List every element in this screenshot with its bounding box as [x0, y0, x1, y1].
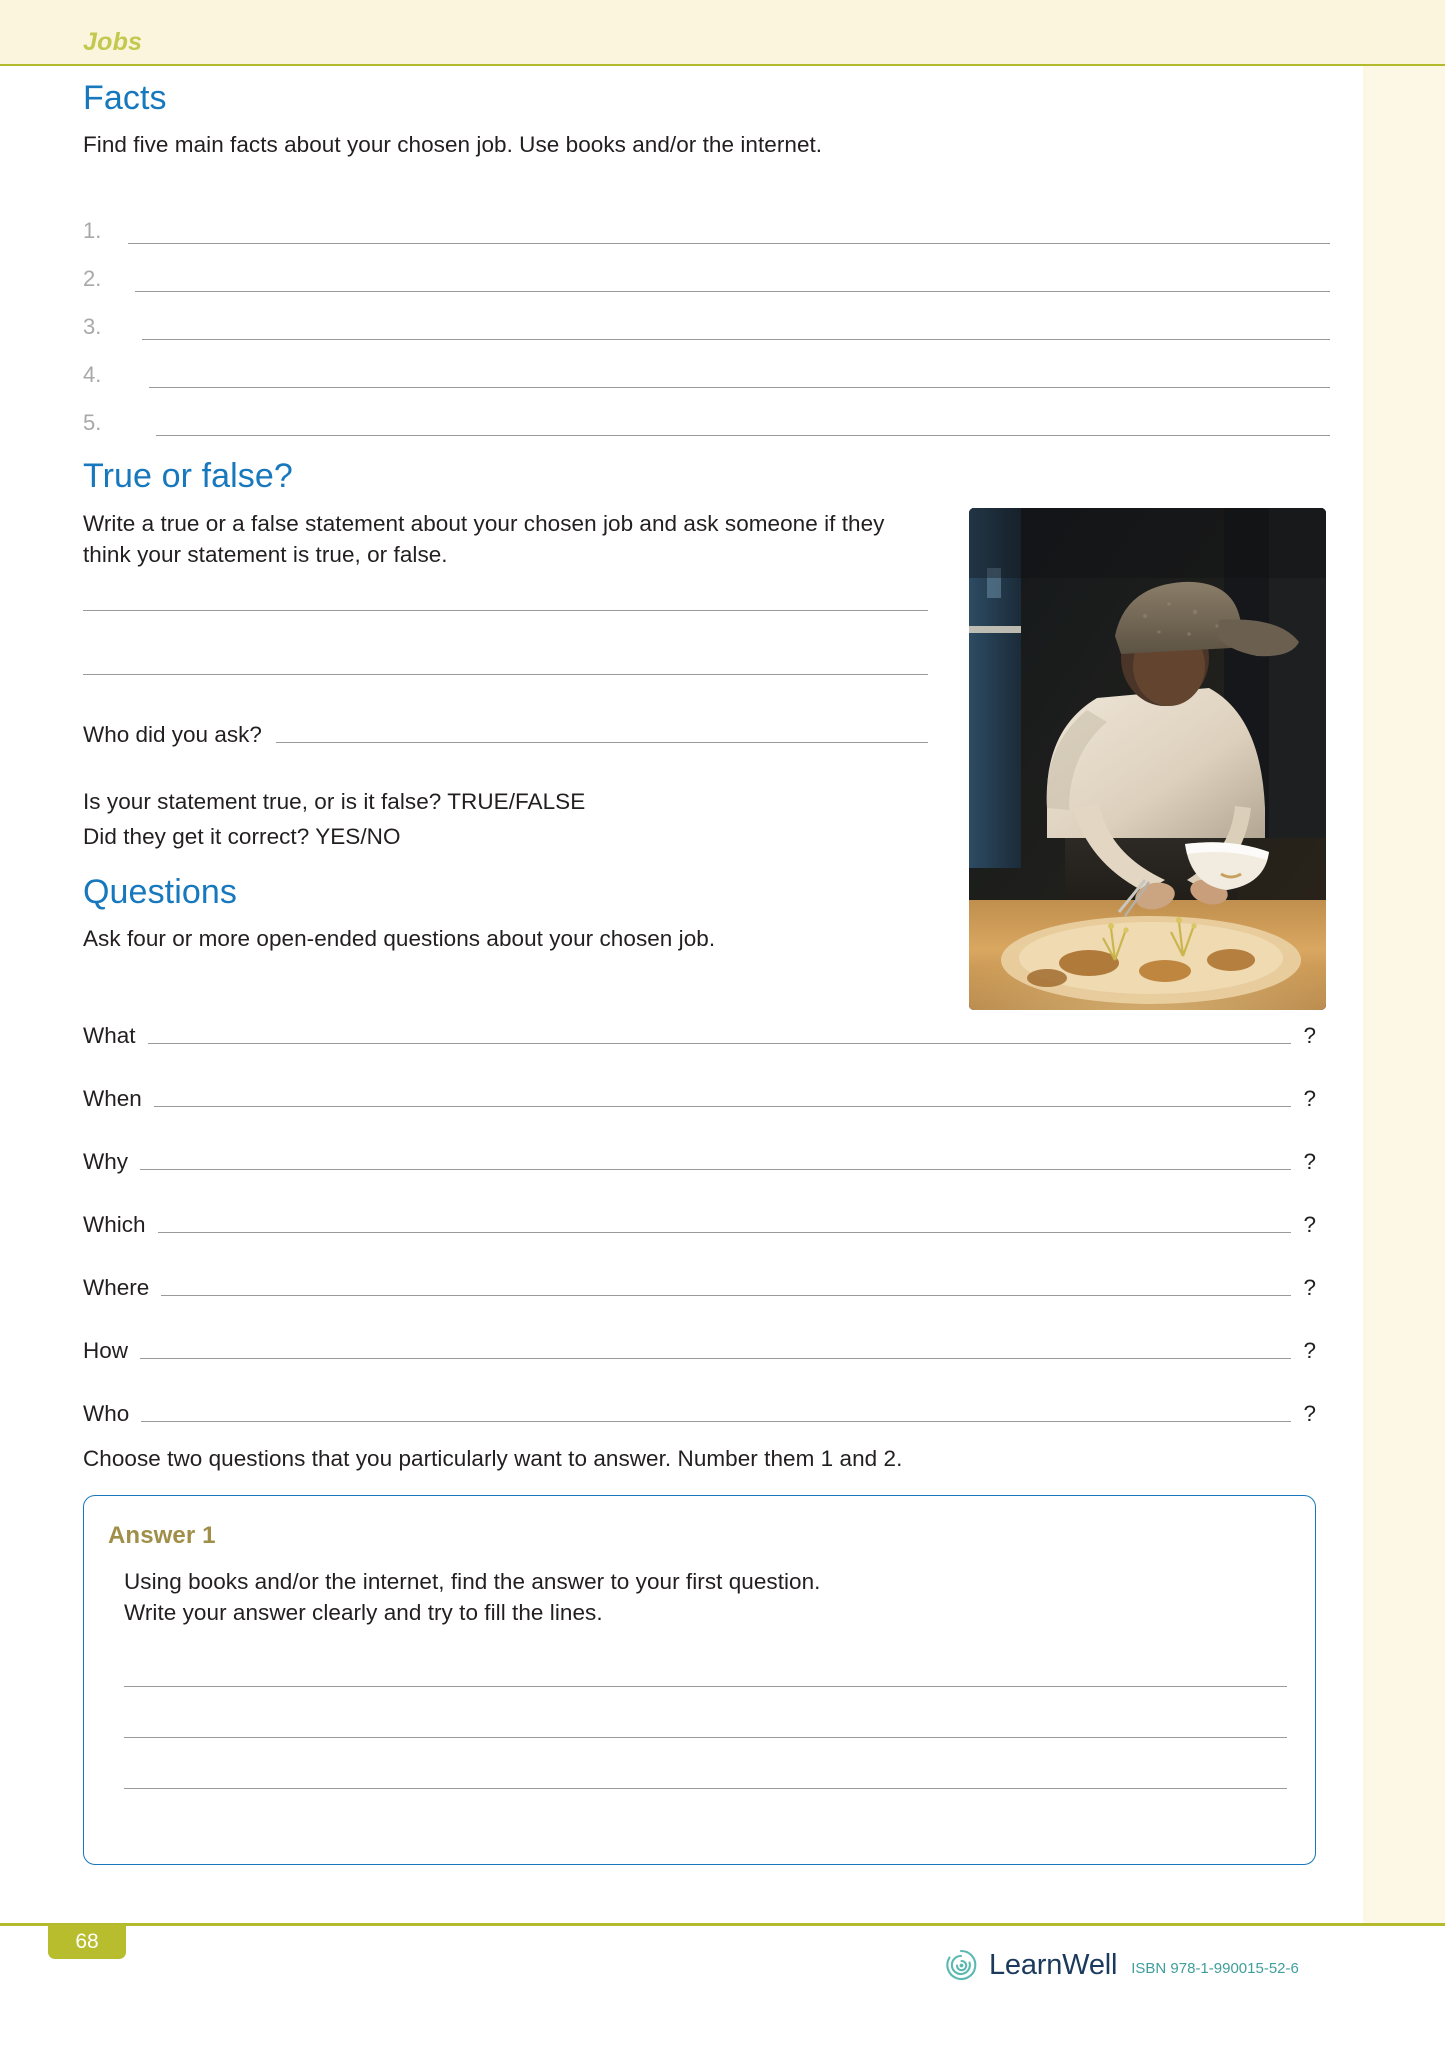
answer-1-description: [124, 1566, 1285, 1628]
fact-write-line[interactable]: [156, 435, 1330, 436]
true-false-heading: True or false?: [83, 457, 293, 496]
facts-heading: Facts: [83, 79, 167, 117]
statement-correct-prompt: Did they get it correct? YES/NO: [83, 823, 401, 849]
question-write-line[interactable]: [140, 1169, 1291, 1170]
question-write-line[interactable]: [161, 1295, 1291, 1296]
question-word: When: [83, 1086, 142, 1112]
question-mark: ?: [1303, 1023, 1316, 1049]
question-word: Who: [83, 1401, 130, 1427]
question-mark: ?: [1303, 1338, 1316, 1364]
answer-write-line[interactable]: [124, 1737, 1287, 1738]
question-write-line[interactable]: [140, 1358, 1291, 1359]
question-word: Where: [83, 1275, 150, 1301]
fact-write-line[interactable]: [128, 243, 1330, 244]
question-word: How: [83, 1338, 129, 1364]
fact-number: 4.: [83, 362, 102, 388]
chef-photo: [969, 508, 1326, 1010]
fact-row[interactable]: [83, 292, 1330, 340]
question-row[interactable]: [83, 1238, 1316, 1301]
who-did-you-ask-line[interactable]: [276, 742, 928, 743]
page-header-title: Jobs: [83, 28, 143, 56]
question-row[interactable]: [83, 1112, 1316, 1175]
question-row[interactable]: [83, 1175, 1316, 1238]
left-margin-strip: [0, 66, 60, 1925]
fact-write-line[interactable]: [142, 339, 1330, 340]
question-mark: ?: [1303, 1149, 1316, 1175]
question-mark: ?: [1303, 1275, 1316, 1301]
statement-truth-prompt: Is your statement true, or is it false? TRUE/FALSE: [83, 788, 586, 814]
fact-row[interactable]: [83, 196, 1330, 244]
question-row[interactable]: [83, 1049, 1316, 1112]
right-margin-strip: [1363, 0, 1445, 1925]
true-false-section: [83, 458, 928, 852]
fact-number: 1.: [83, 218, 102, 244]
fact-number: 2.: [83, 266, 102, 292]
answer-write-line[interactable]: [124, 1686, 1287, 1687]
question-write-line[interactable]: [141, 1421, 1291, 1422]
fact-number: 3.: [83, 314, 102, 340]
facts-instruction: Find five main facts about your chosen job. Use books and/or the internet.: [83, 132, 823, 158]
page-number-tab: 68: [48, 1925, 126, 1959]
true-false-write-lines: [83, 610, 928, 675]
question-write-line[interactable]: [154, 1106, 1292, 1107]
who-did-you-ask-row[interactable]: [83, 721, 928, 748]
footer-rule: [0, 1923, 1445, 1926]
true-false-prompts: [83, 786, 928, 852]
answer-1-title: Answer 1: [108, 1521, 216, 1549]
statement-write-line[interactable]: [83, 610, 928, 611]
question-word: What: [83, 1023, 136, 1049]
fact-row[interactable]: [83, 340, 1330, 388]
answer-1-line-2: Write your answer clearly and try to fill the lines.: [124, 1599, 603, 1625]
fact-write-line[interactable]: [135, 291, 1330, 292]
facts-lines-group: [83, 196, 1330, 436]
page-header-band: [0, 0, 1445, 66]
choose-two-questions-text: Choose two questions that you particularly want to answer. Number them 1 and 2.: [83, 1446, 903, 1472]
spiral-logo-icon: [941, 1945, 981, 1985]
isbn-text: ISBN 978-1-990015-52-6: [1131, 1960, 1299, 1977]
answer-1-write-lines: [124, 1686, 1285, 1789]
question-mark: ?: [1303, 1401, 1316, 1427]
question-row[interactable]: [83, 1364, 1316, 1427]
questions-heading: Questions: [83, 873, 237, 912]
question-mark: ?: [1303, 1212, 1316, 1238]
who-did-you-ask-label: Who did you ask?: [83, 721, 262, 747]
answer-1-box: [83, 1495, 1316, 1865]
question-word: Which: [83, 1212, 146, 1238]
question-row[interactable]: [83, 1301, 1316, 1364]
questions-instruction: Ask four or more open-ended questions about your chosen job.: [83, 926, 716, 952]
fact-row[interactable]: [83, 244, 1330, 292]
fact-row[interactable]: [83, 388, 1330, 436]
chef-photo-illustration: [969, 508, 1326, 1010]
question-word: Why: [83, 1149, 128, 1175]
true-false-instruction: Write a true or a false statement about your chosen job and ask someone if they think your statement is true, or false.: [83, 510, 885, 567]
answer-write-line[interactable]: [124, 1788, 1287, 1789]
answer-1-line-1: Using books and/or the internet, find the answer to your first question.: [124, 1568, 821, 1594]
question-write-line[interactable]: [158, 1232, 1292, 1233]
statement-write-line[interactable]: [83, 674, 928, 675]
learnwell-brand: [941, 1945, 1299, 1985]
brand-name: LearnWell: [989, 1948, 1118, 1981]
fact-write-line[interactable]: [149, 387, 1330, 388]
fact-number: 5.: [83, 410, 102, 436]
question-mark: ?: [1303, 1086, 1316, 1112]
question-write-line[interactable]: [148, 1043, 1292, 1044]
question-rows-group: [83, 986, 1330, 1427]
